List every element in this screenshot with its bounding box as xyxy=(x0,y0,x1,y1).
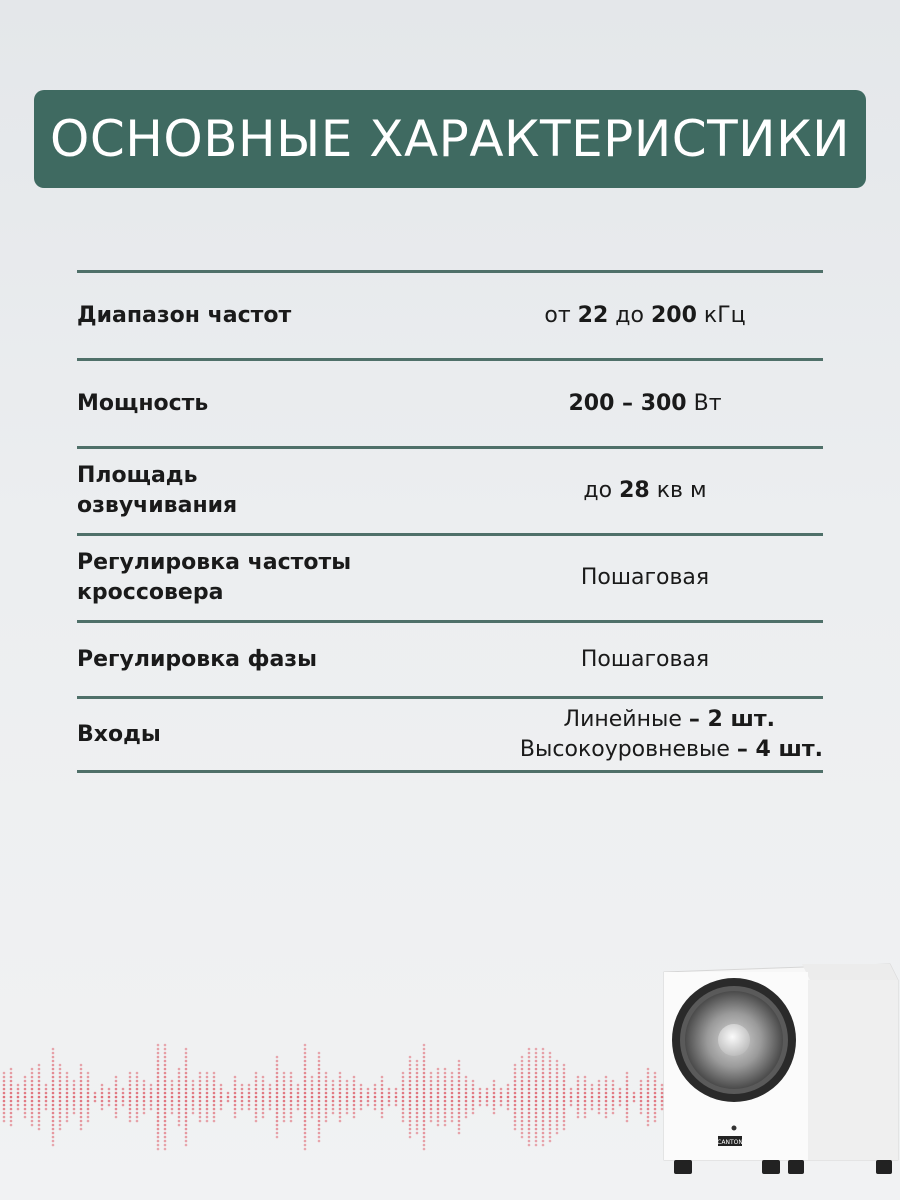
specs-table xyxy=(77,270,823,773)
title-banner xyxy=(34,90,866,188)
spec-row-phase-adjustment xyxy=(77,623,823,699)
spec-value: до 28 кв м xyxy=(583,478,707,503)
spec-label: Площадь озвучивания xyxy=(77,463,238,518)
spec-value: Пошаговая xyxy=(580,565,710,590)
page-title: ОСНОВНЫЕ ХАРАКТЕРИСТИКИ xyxy=(50,110,850,168)
subwoofer-image xyxy=(662,960,900,1180)
spec-value: Пошаговая xyxy=(580,646,710,672)
spec-label: Входы xyxy=(77,721,161,747)
spec-value: 200 – 300 Вт xyxy=(568,390,722,416)
spec-label: Регулировка фазы xyxy=(77,646,317,672)
spec-label: Регулировка частоты кроссовера xyxy=(77,550,352,605)
spec-row-crossover-adjustment xyxy=(77,536,823,623)
brand-badge: CANTON xyxy=(717,1139,743,1146)
sound-wave-graphic xyxy=(0,1035,680,1165)
spec-row-inputs xyxy=(77,699,823,773)
spec-value: от 22 до 200 кГц xyxy=(544,302,746,328)
spec-row-power xyxy=(77,361,823,449)
spec-row-coverage-area xyxy=(77,449,823,536)
spec-label: Диапазон частот xyxy=(77,302,292,328)
spec-row-frequency-range xyxy=(77,273,823,361)
spec-label: Мощность xyxy=(77,390,209,416)
spec-value: Линейные – 2 шт. Высокоуровневые – 4 шт. xyxy=(519,706,823,762)
